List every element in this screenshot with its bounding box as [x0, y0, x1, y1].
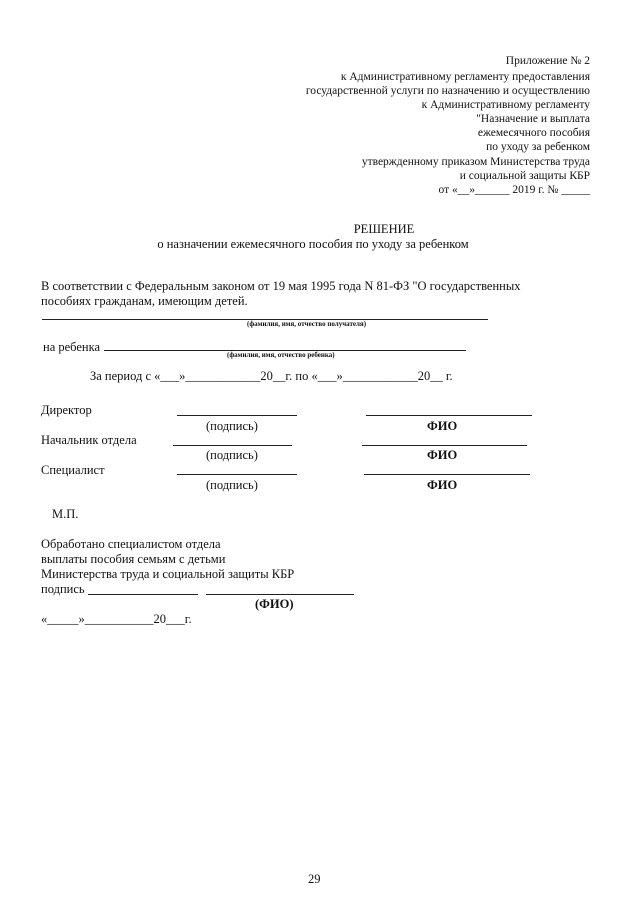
- header-line: по уходу за ребенком: [486, 141, 590, 153]
- fio-caption: ФИО: [427, 478, 458, 492]
- header-line: к Административному регламенту: [421, 99, 590, 111]
- child-caption: (фамилия, имя, отчество ребенка): [227, 351, 335, 359]
- child-label: на ребенка: [43, 340, 101, 354]
- header-line: "Назначение и выплата: [476, 113, 590, 125]
- signature-caption: (подпись): [206, 478, 258, 492]
- signature-line: [177, 415, 297, 416]
- role-label: Специалист: [41, 463, 105, 477]
- processed-fio-caption: (ФИО): [255, 597, 294, 611]
- law-reference-line-2: пособиях гражданам, имеющим детей.: [41, 294, 248, 308]
- signature-line: [177, 474, 297, 475]
- signature-caption: (подпись): [206, 419, 258, 433]
- role-label: Начальник отдела: [41, 433, 137, 447]
- processed-line-2: выплаты пособия семьям с детьми: [41, 552, 226, 566]
- header-line: государственной услуги по назначению и осуществлению: [305, 85, 590, 97]
- header-line-appendix: Приложение № 2: [505, 55, 590, 67]
- processed-line-3: Министерства труда и социальной защиты КБР: [41, 567, 295, 581]
- header-line: к Административному регламенту предоставления: [340, 71, 590, 83]
- signature-caption: (подпись): [206, 448, 258, 462]
- document-title: РЕШЕНИЕ: [353, 222, 415, 236]
- processed-sign-label: подпись: [41, 582, 85, 596]
- name-line: [366, 415, 532, 416]
- header-line: и социальной защиты КБР: [459, 170, 590, 182]
- fio-caption: ФИО: [427, 448, 458, 462]
- period-line: За период с «___»____________20__г. по «___»____________20__ г.: [90, 369, 453, 383]
- name-line: [364, 474, 530, 475]
- processed-line-1: Обработано специалистом отдела: [41, 537, 221, 551]
- header-line: утвержденному приказом Министерства труда: [361, 156, 590, 168]
- processed-name-line: [206, 594, 354, 595]
- document-subtitle: о назначении ежемесячного пособия по уходу за ребенком: [157, 237, 469, 251]
- header-line: ежемесячного пособия: [477, 127, 590, 139]
- page-number: 29: [308, 872, 321, 886]
- processed-date-line: «_____»___________20___г.: [41, 612, 192, 626]
- name-line: [362, 445, 527, 446]
- fio-caption: ФИО: [427, 419, 458, 433]
- header-date-line: от «__»______ 2019 г. № _____: [438, 184, 590, 196]
- role-label: Директор: [41, 403, 92, 417]
- signature-line: [173, 445, 292, 446]
- recipient-caption: (фамилия, имя, отчество получателя): [247, 320, 367, 328]
- processed-signature-line: [88, 594, 198, 595]
- stamp-label: М.П.: [52, 507, 79, 521]
- law-reference-line-1: В соответствии с Федеральным законом от 19 мая 1995 года N 81-ФЗ "О государственных: [41, 279, 521, 293]
